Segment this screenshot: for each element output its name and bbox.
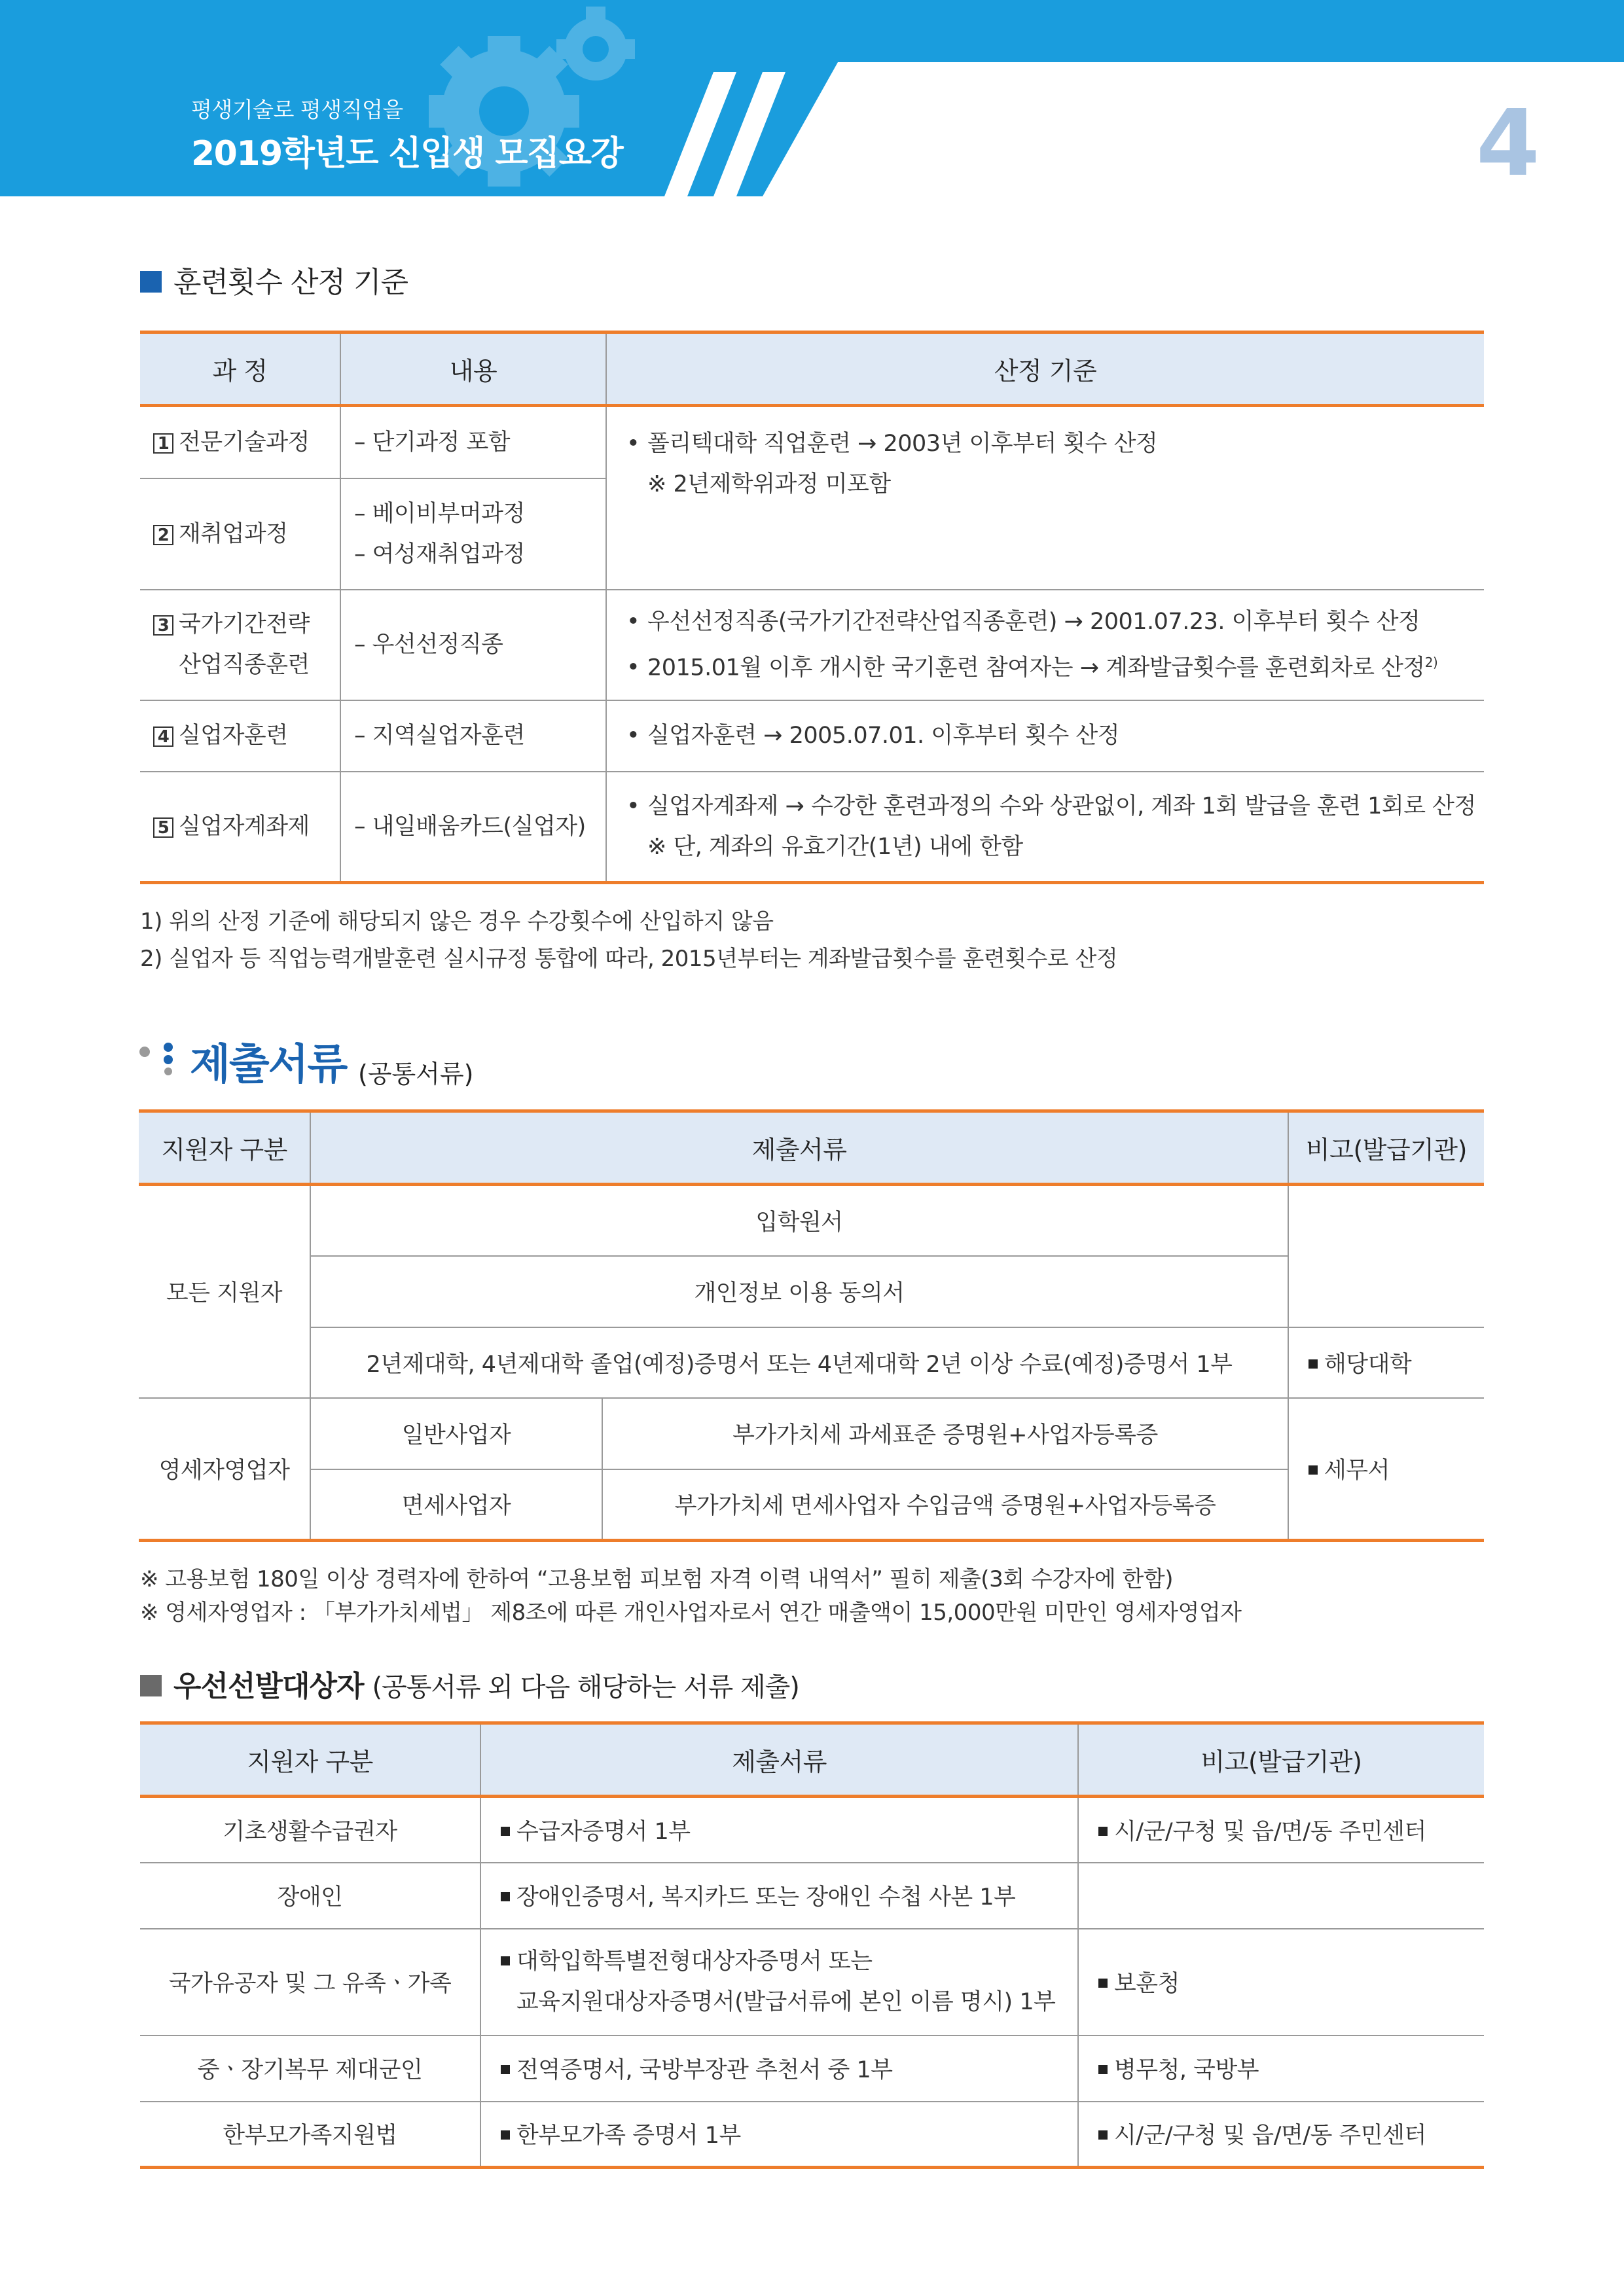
section2-note-2: ※ 영세자영업자 : 「부가가치세법」 제8조에 따른 개인사업자로서 연간 매출액이 15,000만원 미만인 영세자영업자	[140, 1600, 1242, 1626]
document-cell: 입학원서	[310, 1185, 1288, 1256]
remark-cell: 시/군/구청 및 읍/면/동 주민센터	[1078, 2102, 1484, 2168]
number-box: 1	[153, 433, 173, 454]
course-cell: 4 실업자훈련	[140, 700, 340, 772]
criteria-cell: • 실업자훈련 → 2005.07.01. 이후부터 횟수 산정	[606, 700, 1484, 772]
applicant-cell: 영세자영업자	[139, 1398, 310, 1541]
applicant-cell: 기초생활수급권자	[140, 1797, 480, 1863]
col-course: 과 정	[140, 332, 340, 406]
content-cell: – 내일배움카드(실업자)	[340, 772, 606, 883]
table-row	[140, 590, 1484, 700]
content-cell: – 단기과정 포함	[340, 406, 606, 478]
applicant-cell: 장애인	[140, 1863, 480, 1929]
table-row	[140, 1863, 1484, 1929]
header-subtitle: 평생기술로 평생직업을	[191, 97, 403, 122]
section2-note-1: ※ 고용보험 180일 이상 경력자에 한하여 “고용보험 피보험 자격 이력 내역서” 필히 제출(3회 수강자에 한함)	[140, 1566, 1173, 1592]
square-bullet-icon	[501, 1827, 510, 1836]
header-banner	[0, 0, 1624, 196]
document-cell: 장애인증명서, 복지카드 또는 장애인 수첩 사본 1부	[480, 1863, 1078, 1929]
criteria-cell: • 폴리텍대학 직업훈련 → 2003년 이후부터 횟수 산정 ※ 2년제학위과정 미포함	[606, 406, 1484, 590]
number-box: 4	[153, 726, 173, 747]
square-bullet-icon	[140, 271, 162, 293]
square-bullet-icon	[501, 2130, 510, 2140]
required-documents-table	[139, 1109, 1484, 1542]
section1-heading: 훈련횟수 산정 기준	[140, 259, 408, 300]
priority-selection-table	[140, 1721, 1484, 2169]
remark-cell: 시/군/구청 및 읍/면/동 주민센터	[1078, 1797, 1484, 1863]
document-cell: 개인정보 이용 동의서	[310, 1256, 1288, 1327]
table-row	[140, 1797, 1484, 1863]
course-cell: 5 실업자계좌제	[140, 772, 340, 883]
col-applicant: 지원자 구분	[140, 1723, 480, 1797]
criteria-cell: • 실업자계좌제 → 수강한 훈련과정의 수와 상관없이, 계좌 1회 발급을 훈련 1회로 산정 ※ 단, 계좌의 유효기간(1년) 내에 한함	[606, 772, 1484, 883]
col-applicant: 지원자 구분	[139, 1111, 310, 1185]
document-cell: 부가가치세 면세사업자 수입금액 증명원+사업자등록증	[602, 1469, 1288, 1541]
dots-icon	[139, 1043, 174, 1075]
table-row	[139, 1469, 1484, 1541]
number-box: 3	[153, 615, 173, 636]
number-box: 5	[153, 817, 173, 838]
col-content: 내용	[340, 332, 606, 406]
square-bullet-icon	[501, 1892, 510, 1901]
content-cell: – 지역실업자훈련	[340, 700, 606, 772]
square-bullet-icon	[1308, 1359, 1318, 1369]
square-bullet-icon	[1098, 1979, 1108, 1988]
number-box: 2	[153, 525, 173, 545]
footnote-2: 2) 실업자 등 직업능력개발훈련 실시규정 통합에 따라, 2015년부터는 계좌발급횟수를 훈련횟수로 산정	[140, 946, 1118, 972]
table-row	[139, 1185, 1484, 1256]
col-remark: 비고(발급기관)	[1288, 1111, 1484, 1185]
criteria-cell: • 우선선정직종(국가기간전략산업직종훈련) → 2001.07.23. 이후부터 횟수 산정 • 2015.01월 이후 개시한 국기훈련 참여자는 → 계좌발급횟수를 훈련회차로 산정$^{2)}$	[606, 590, 1484, 700]
document-cell: 수급자증명서 1부	[480, 1797, 1078, 1863]
remark-cell: 해당대학	[1288, 1327, 1484, 1398]
table-row	[140, 700, 1484, 772]
document-cell: 2년제대학, 4년제대학 졸업(예정)증명서 또는 4년제대학 2년 이상 수료(예정)증명서 1부	[310, 1327, 1288, 1398]
table-row	[140, 406, 1484, 478]
course-cell: 1 전문기술과정	[140, 406, 340, 478]
remark-cell	[1288, 1185, 1484, 1327]
col-documents: 제출서류	[310, 1111, 1288, 1185]
square-bullet-icon	[1098, 2065, 1108, 2074]
table-row	[140, 1929, 1484, 2036]
table-header-row	[140, 1723, 1484, 1797]
remark-cell: 병무청, 국방부	[1078, 2036, 1484, 2102]
applicant-cell: 한부모가족지원법	[140, 2102, 480, 2168]
table-row	[139, 1398, 1484, 1469]
col-criteria: 산정 기준	[606, 332, 1484, 406]
col-documents: 제출서류	[480, 1723, 1078, 1797]
training-count-table	[140, 331, 1484, 884]
document-cell: 한부모가족 증명서 1부	[480, 2102, 1078, 2168]
section3-heading: 우선선발대상자 (공통서류 외 다음 해당하는 서류 제출)	[140, 1662, 799, 1704]
footnote-1: 1) 위의 산정 기준에 해당되지 않은 경우 수강횟수에 산입하지 않음	[140, 908, 774, 935]
table-row	[139, 1327, 1484, 1398]
document-cell: 부가가치세 과세표준 증명원+사업자등록증	[602, 1398, 1288, 1469]
business-type-cell: 면세사업자	[310, 1469, 602, 1541]
table-row	[140, 772, 1484, 883]
square-bullet-icon	[501, 2065, 510, 2074]
square-bullet-icon	[1098, 1827, 1108, 1836]
table-row	[139, 1256, 1484, 1327]
document-cell: 전역증명서, 국방부장관 추천서 중 1부	[480, 2036, 1078, 2102]
square-bullet-icon	[1098, 2130, 1108, 2140]
content-cell: – 베이비부머과정 – 여성재취업과정	[340, 478, 606, 590]
square-bullet-icon	[1308, 1465, 1318, 1475]
applicant-cell: 중ㆍ장기복무 제대군인	[140, 2036, 480, 2102]
remark-cell: 보훈청	[1078, 1929, 1484, 2036]
table-header-row	[139, 1111, 1484, 1185]
business-type-cell: 일반사업자	[310, 1398, 602, 1469]
applicant-cell: 모든 지원자	[139, 1185, 310, 1398]
remark-cell	[1078, 1863, 1484, 1929]
course-cell: 3 국가기간전략 산업직종훈련	[140, 590, 340, 700]
col-remark: 비고(발급기관)	[1078, 1723, 1484, 1797]
table-header-row	[140, 332, 1484, 406]
content-cell: – 우선선정직종	[340, 590, 606, 700]
header-title: 2019학년도 신입생 모집요강	[191, 134, 623, 173]
page-number: 4	[1476, 90, 1540, 197]
table-row	[140, 2036, 1484, 2102]
square-bullet-icon	[140, 1675, 162, 1696]
document-cell: 대학입학특별전형대상자증명서 또는 교육지원대상자증명서(발급서류에 본인 이름 명시) 1부	[480, 1929, 1078, 2036]
course-cell: 2 재취업과정	[140, 478, 340, 590]
square-bullet-icon	[501, 1956, 510, 1965]
remark-cell: 세무서	[1288, 1398, 1484, 1541]
table-row	[140, 2102, 1484, 2168]
applicant-cell: 국가유공자 및 그 유족ㆍ가족	[140, 1929, 480, 2036]
